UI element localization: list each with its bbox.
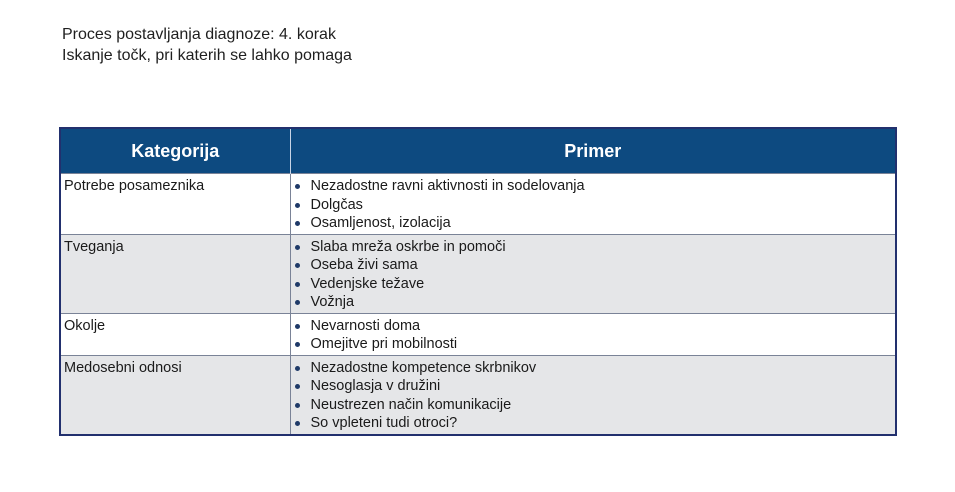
slide-heading bbox=[62, 24, 352, 66]
example-list bbox=[295, 359, 893, 433]
list-item bbox=[295, 396, 893, 415]
example-text: So vpleteni tudi otroci? bbox=[310, 415, 458, 431]
list-item bbox=[295, 335, 893, 354]
bullet-dot-icon bbox=[295, 282, 300, 287]
bullet-dot-icon bbox=[295, 203, 300, 208]
category-cell: Tveganja bbox=[61, 234, 290, 313]
categories-table bbox=[61, 129, 895, 434]
table-header-row bbox=[61, 129, 895, 174]
table-row bbox=[61, 234, 895, 313]
example-text: Omejitve pri mobilnosti bbox=[310, 336, 458, 352]
column-header-example: Primer bbox=[290, 129, 895, 174]
list-item bbox=[295, 414, 893, 433]
heading-title: Proces postavljanja diagnoze: 4. korak bbox=[62, 26, 336, 43]
example-text: Nezadostne ravni aktivnosti in sodelovanja bbox=[310, 178, 585, 194]
examples-cell bbox=[290, 234, 895, 313]
examples-cell bbox=[290, 355, 895, 434]
example-list bbox=[295, 317, 893, 354]
bullet-dot-icon bbox=[295, 300, 300, 305]
bullet-dot-icon bbox=[295, 403, 300, 408]
bullet-dot-icon bbox=[295, 421, 300, 426]
examples-cell bbox=[290, 313, 895, 355]
list-item bbox=[295, 196, 893, 215]
bullet-dot-icon bbox=[295, 384, 300, 389]
list-item bbox=[295, 275, 893, 294]
example-list bbox=[295, 177, 893, 233]
example-text: Oseba živi sama bbox=[310, 257, 418, 273]
bullet-dot-icon bbox=[295, 263, 300, 268]
list-item bbox=[295, 293, 893, 312]
list-item bbox=[295, 214, 893, 233]
bullet-dot-icon bbox=[295, 324, 300, 329]
example-text: Nesoglasja v družini bbox=[310, 378, 441, 394]
list-item bbox=[295, 177, 893, 196]
example-text: Dolgčas bbox=[310, 196, 363, 213]
bullet-dot-icon bbox=[295, 366, 300, 371]
bullet-dot-icon bbox=[295, 184, 300, 189]
table-row bbox=[61, 313, 895, 355]
example-text: Slaba mreža oskrbe in pomoči bbox=[310, 238, 506, 255]
bullet-dot-icon bbox=[295, 221, 300, 226]
example-text: Vožnja bbox=[310, 294, 355, 310]
category-cell: Medosebni odnosi bbox=[61, 355, 290, 434]
table-row bbox=[61, 355, 895, 434]
example-list bbox=[295, 238, 893, 312]
category-cell: Okolje bbox=[61, 313, 290, 355]
heading-subtitle: Iskanje točk, pri katerih se lahko pomaga bbox=[62, 47, 352, 64]
bullet-dot-icon bbox=[295, 245, 300, 250]
list-item bbox=[295, 317, 893, 336]
example-text: Osamljenost, izolacija bbox=[310, 215, 451, 231]
table-body bbox=[61, 174, 895, 434]
list-item bbox=[295, 377, 893, 396]
column-header-category: Kategorija bbox=[61, 129, 290, 174]
bullet-dot-icon bbox=[295, 342, 300, 347]
example-text: Nezadostne kompetence skrbnikov bbox=[310, 359, 537, 376]
list-item bbox=[295, 359, 893, 378]
list-item bbox=[295, 238, 893, 257]
table-row bbox=[61, 174, 895, 235]
example-text: Nevarnosti doma bbox=[310, 317, 421, 334]
example-text: Vedenjske težave bbox=[310, 275, 425, 292]
categories-table-frame bbox=[59, 127, 897, 436]
category-cell: Potrebe posameznika bbox=[61, 174, 290, 235]
example-text: Neustrezen način komunikacije bbox=[310, 396, 512, 413]
examples-cell bbox=[290, 174, 895, 235]
list-item bbox=[295, 256, 893, 275]
